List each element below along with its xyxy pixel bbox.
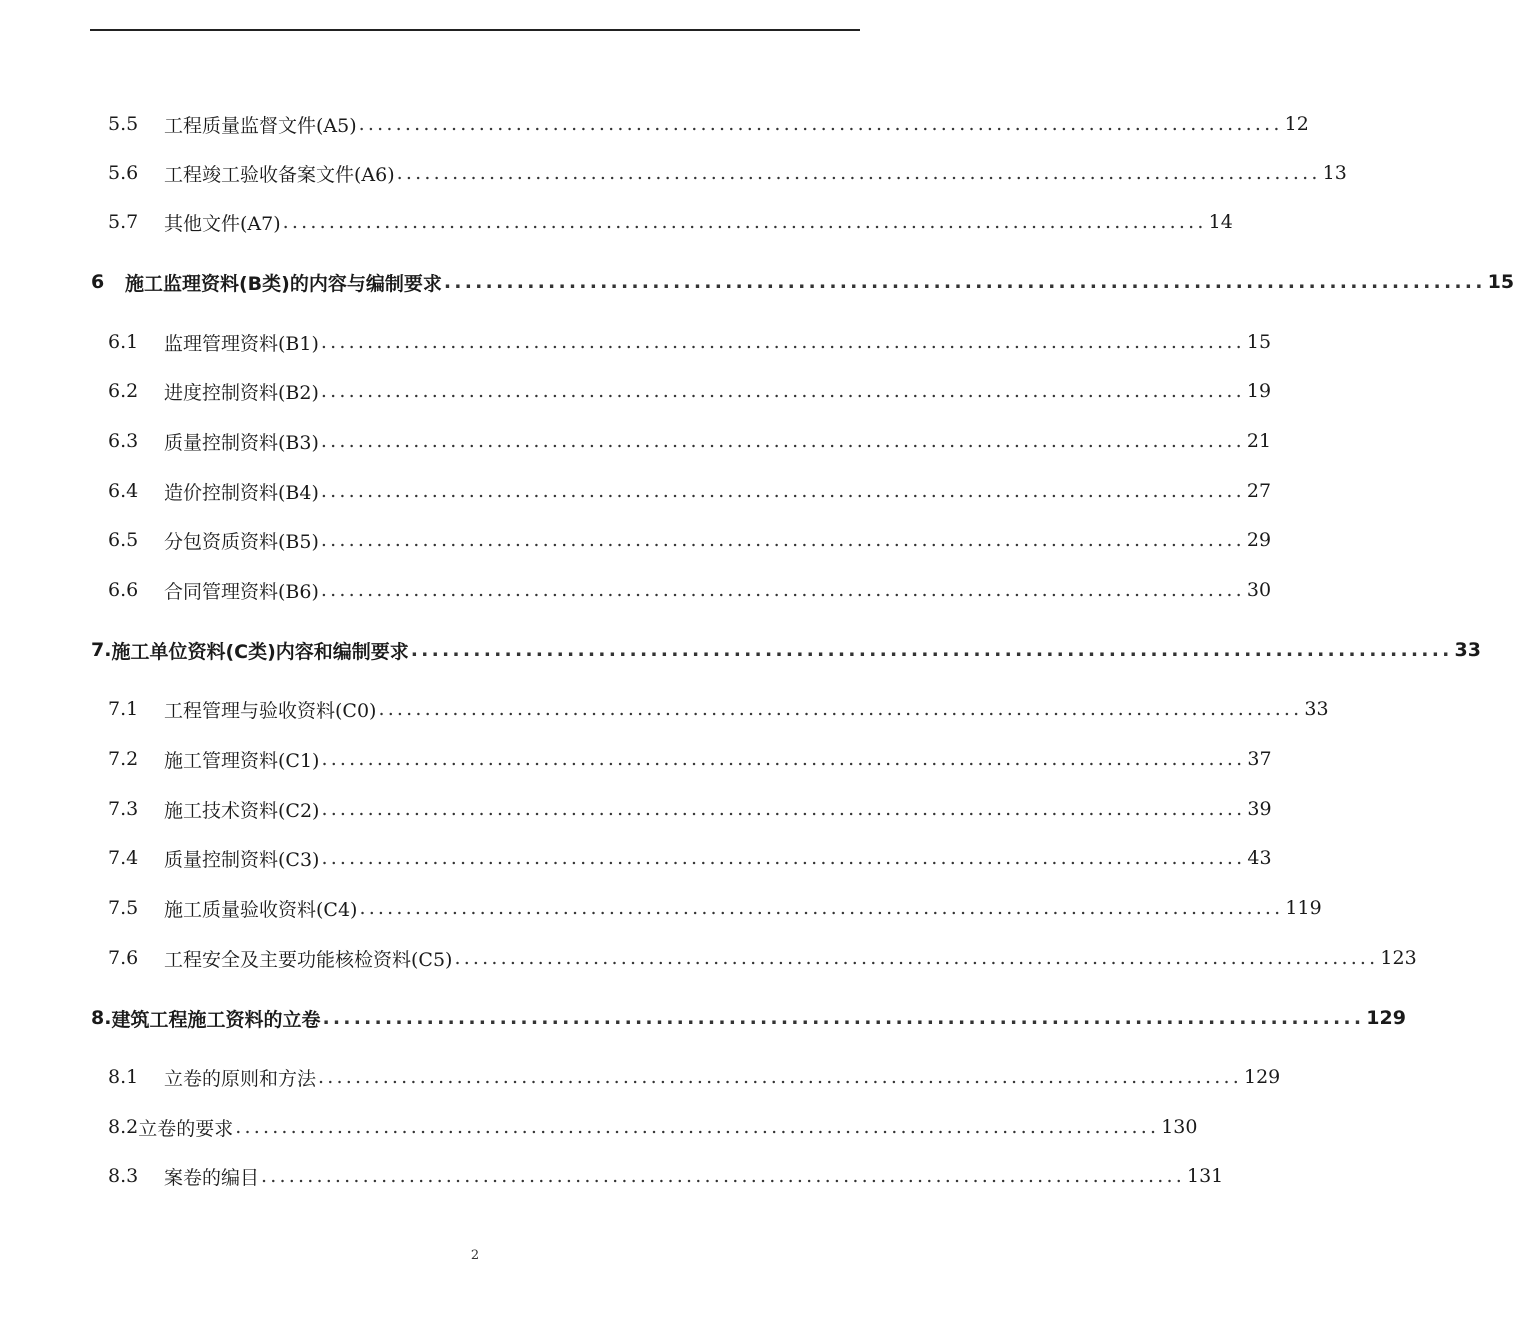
toc-leader-dots: .................................................................................................... [320,380,1245,402]
toc-entry-page: 129 [1243,1066,1281,1088]
toc-entry-title: 造价控制资料(B4) [164,481,319,504]
toc-leader-dots: .................................................................................................... [320,529,1245,551]
toc-entry-number: 8.2 [108,1116,139,1138]
toc-entry-page: 43 [1247,847,1272,869]
toc-leader-dots: .................................................................................................... [358,113,1283,135]
toc-entry-number: 6.3 [108,430,139,452]
toc-entry-number: 7.1 [108,698,139,720]
toc-entry-title: 案卷的编目 [164,1166,260,1189]
toc-entry-title: 工程质量监督文件(A5) [164,114,357,137]
toc-leader-dots: .................................................................................................... [396,162,1321,184]
toc-entry-8[interactable] [91,1003,1406,1033]
toc-entry-7-4[interactable] [108,843,1272,873]
toc-entry-number: 8.1 [108,1066,139,1088]
toc-entry-title: 监理管理资料(B1) [164,332,319,355]
toc-entry-page: 37 [1247,748,1272,770]
toc-entry-8-1[interactable] [108,1062,1281,1092]
toc-entry-number: 6.5 [108,529,139,551]
toc-entry-number: 5.5 [108,113,139,135]
toc-entry-title: 立卷的要求 [138,1117,234,1140]
toc-leader-dots: .................................................................................................... [321,798,1246,820]
toc-entry-number: 5.7 [108,211,139,233]
toc-leader-dots: .................................................................................................... [235,1116,1160,1138]
toc-entry-7-6[interactable] [108,943,1417,973]
toc-entry-number: 7.5 [108,897,139,919]
toc-entry-number: 7. [91,639,112,661]
toc-entry-page: 21 [1246,430,1272,452]
toc-leader-dots: .................................................................................................... [320,331,1245,353]
toc-leader-dots: .................................................................................................... [318,1066,1242,1088]
toc-entry-title: 施工质量验收资料(C4) [164,898,358,921]
toc-entry-number: 6.6 [108,579,139,601]
toc-entry-title: 施工管理资料(C1) [164,749,320,772]
toc-entry-number: 8.3 [108,1165,139,1187]
toc-leader-dots: .................................................................................................... [359,897,1284,919]
toc-entry-number: 6.1 [108,331,139,353]
toc-entry-6[interactable] [91,267,1514,297]
toc-leader-dots: .................................................................................................... [320,480,1245,502]
toc-leader-dots: .................................................................................................... [322,1007,1365,1029]
toc-entry-page: 12 [1284,113,1309,135]
toc-entry-title: 施工技术资料(C2) [164,799,320,822]
toc-entry-5-6[interactable] [108,158,1347,188]
toc-entry-page: 13 [1322,162,1347,184]
toc-leader-dots: .................................................................................................... [321,847,1246,869]
toc-entry-number: 6.4 [108,480,139,502]
toc-entry-8-3[interactable] [108,1161,1224,1191]
toc-leader-dots: .................................................................................................... [378,698,1303,720]
toc-entry-7-1[interactable] [108,694,1329,724]
toc-entry-5-5[interactable] [108,109,1309,139]
toc-entry-page: 27 [1246,480,1272,502]
toc-entry-page: 33 [1454,639,1481,661]
toc-entry-title: 其他文件(A7) [164,212,281,235]
toc-entry-page: 30 [1246,579,1272,601]
toc-entry-title: 进度控制资料(B2) [164,381,319,404]
toc-entry-page: 19 [1246,380,1272,402]
toc-entry-number: 7.2 [108,748,139,770]
toc-entry-7-3[interactable] [108,794,1272,824]
toc-entry-7-5[interactable] [108,893,1322,923]
toc-entry-number: 8. [91,1007,112,1029]
toc-entry-6-3[interactable] [108,426,1272,456]
toc-entry-title: 工程安全及主要功能核检资料(C5) [164,948,453,971]
toc-entry-6-6[interactable] [108,575,1272,605]
toc-leader-dots: .................................................................................................... [261,1165,1185,1187]
toc-entry-6-5[interactable] [108,525,1272,555]
toc-entry-title: 质量控制资料(C3) [164,848,320,871]
toc-entry-number: 5.6 [108,162,139,184]
toc-leader-dots: .................................................................................................... [320,579,1245,601]
toc-leader-dots: .................................................................................................... [320,430,1245,452]
toc-entry-number: 7.3 [108,798,139,820]
header-rule [90,29,860,31]
toc-entry-number: 7.6 [108,947,139,969]
toc-entry-title: 合同管理资料(B6) [164,580,319,603]
toc-entry-6-4[interactable] [108,476,1272,506]
toc-entry-page: 123 [1380,947,1417,969]
page-number: 2 [470,1248,480,1263]
toc-entry-title: 建筑工程施工资料的立卷 [111,1008,321,1031]
toc-entry-6-1[interactable] [108,327,1272,357]
toc-entry-title: 施工单位资料(C类)内容和编制要求 [111,640,409,663]
toc-leader-dots: .................................................................................................... [454,947,1379,969]
toc-entry-page: 14 [1208,211,1233,233]
toc-entry-5-7[interactable] [108,207,1233,237]
toc-entry-page: 15 [1246,331,1272,353]
toc-entry-page: 119 [1285,897,1322,919]
toc-entry-title: 工程竣工验收备案文件(A6) [164,163,395,186]
toc-entry-7-2[interactable] [108,744,1272,774]
toc-entry-8-2[interactable] [108,1112,1198,1142]
toc-entry-page: 131 [1186,1165,1224,1187]
toc-entry-title: 施工监理资料(B类)的内容与编制要求 [125,272,442,295]
toc-entry-number: 7.4 [108,847,139,869]
toc-entry-page: 29 [1246,529,1272,551]
toc-entry-title: 立卷的原则和方法 [164,1067,317,1090]
toc-entry-number: 6.2 [108,380,139,402]
toc-entry-page: 33 [1304,698,1329,720]
toc-entry-number: 6 [91,271,105,293]
toc-leader-dots: .................................................................................................... [321,748,1246,770]
toc-leader-dots: .................................................................................................... [443,271,1486,293]
toc-entry-page: 15 [1487,271,1514,293]
toc-entry-7[interactable] [91,635,1481,665]
toc-entry-title: 质量控制资料(B3) [164,431,319,454]
toc-entry-6-2[interactable] [108,376,1272,406]
toc-entry-title: 分包资质资料(B5) [164,530,319,553]
toc-leader-dots: .................................................................................................... [282,211,1207,233]
toc-entry-page: 130 [1161,1116,1198,1138]
toc-entry-page: 39 [1247,798,1272,820]
toc-leader-dots: .................................................................................................... [410,639,1453,661]
toc-entry-page: 129 [1366,1007,1406,1029]
toc-entry-title: 工程管理与验收资料(C0) [164,699,377,722]
